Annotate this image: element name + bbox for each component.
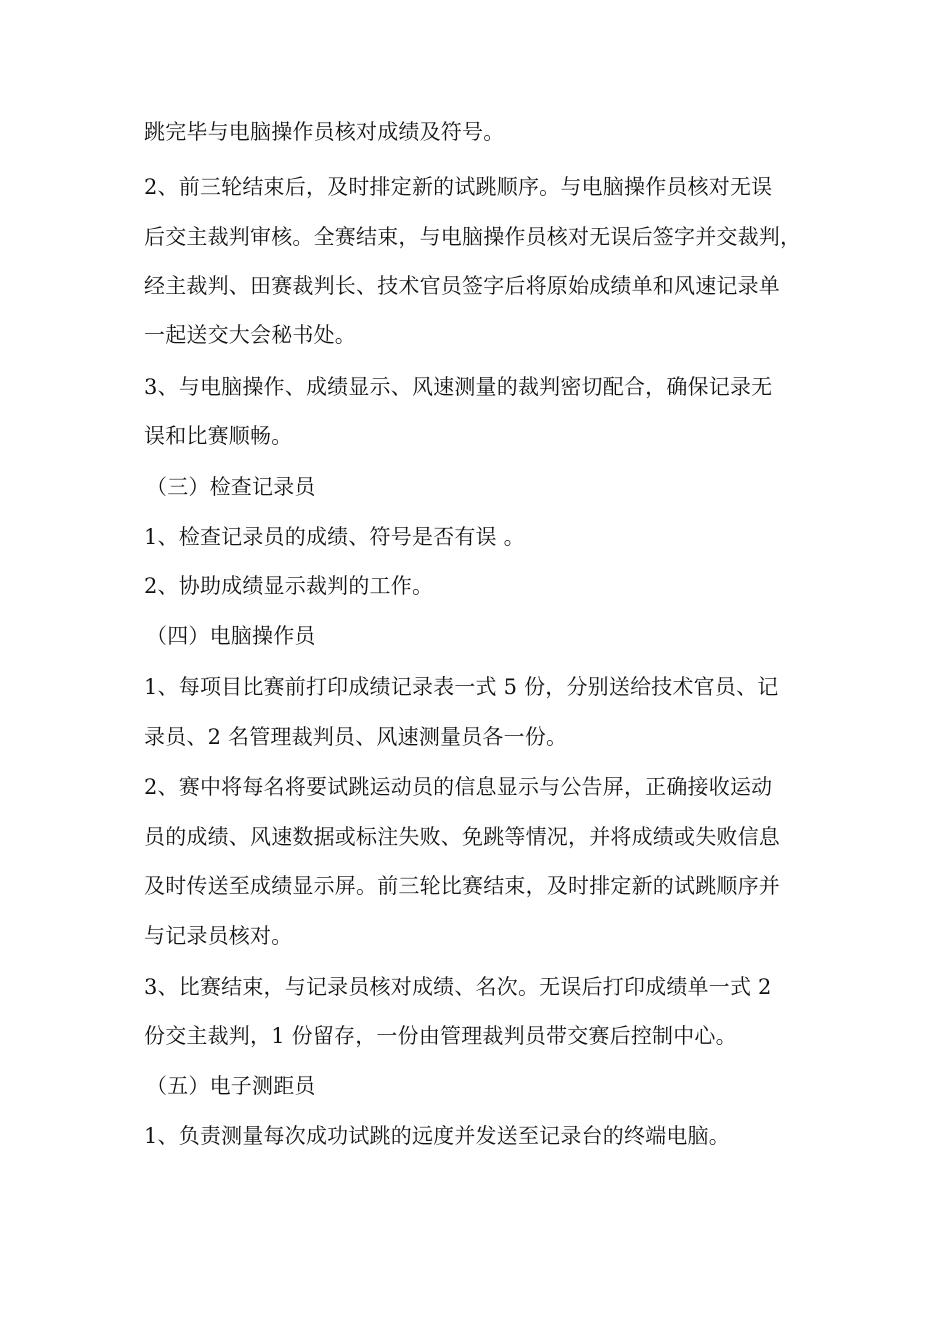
section-heading: （三）检查记录员 (146, 475, 316, 499)
body-text-line: 2、赛中将每名将要试跳运动员的信息显示与公告屏，正确接收运动 (144, 775, 773, 799)
body-text-line: 员的成绩、风速数据或标注失败、免跳等情况，并将成绩或失败信息 (144, 825, 780, 849)
body-text-line: 2、前三轮结束后，及时排定新的试跳顺序。与电脑操作员核对无误 (144, 175, 773, 199)
body-text-line: 经主裁判、田赛裁判长、技术官员签字后将原始成绩单和风速记录单 (144, 274, 780, 298)
body-text-line: 3、与电脑操作、成绩显示、风速测量的裁判密切配合，确保记录无 (144, 375, 773, 399)
body-text-line: 1、负责测量每次成功试跳的远度并发送至记录台的终端电脑。 (144, 1124, 730, 1148)
section-heading: （五）电子测距员 (146, 1074, 316, 1098)
body-text-line: 2、协助成绩显示裁判的工作。 (144, 574, 434, 598)
section-heading: （四）电脑操作员 (146, 624, 316, 648)
body-text-line: 1、每项目比赛前打印成绩记录表一式 5 份，分别送给技术官员、记 (144, 675, 779, 699)
body-text-line: 份交主裁判，1 份留存，一份由管理裁判员带交赛后控制中心。 (144, 1024, 737, 1048)
body-text-line: 1、检查记录员的成绩、符号是否有误 。 (144, 525, 525, 549)
body-text-line: 录员、2 名管理裁判员、风速测量员各一份。 (144, 725, 568, 749)
body-text-line: 一起送交大会秘书处。 (144, 323, 356, 347)
body-text-line: 误和比赛顺畅。 (144, 424, 293, 448)
body-text-line: 与记录员核对。 (144, 924, 293, 948)
body-text-line: 跳完毕与电脑操作员核对成绩及符号。 (144, 120, 505, 144)
body-text-line: 3、比赛结束，与记录员核对成绩、名次。无误后打印成绩单一式 2 (144, 975, 772, 999)
body-text-line: 及时传送至成绩显示屏。前三轮比赛结束，及时排定新的试跳顺序并 (144, 874, 780, 898)
body-text-line: 后交主裁判审核。全赛结束，与电脑操作员核对无误后签字并交裁判， (144, 225, 802, 249)
